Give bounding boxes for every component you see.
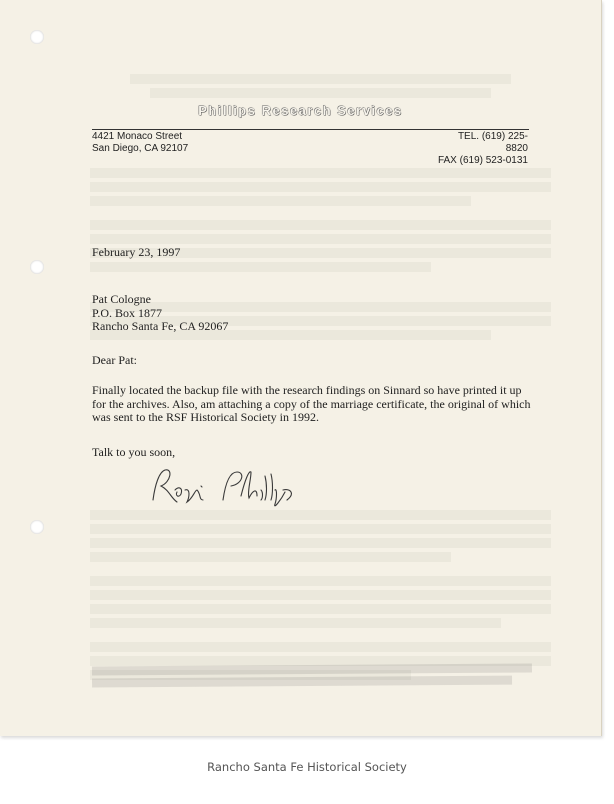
recipient-line: Rancho Santa Fe, CA 92067 xyxy=(92,319,229,333)
fax: FAX (619) 523-0131 xyxy=(437,155,528,166)
letter-date: February 23, 1997 xyxy=(92,245,181,259)
body-line: was sent to the RSF Historical Society in 1992. xyxy=(92,410,319,424)
company-address xyxy=(92,131,188,155)
salutation: Dear Pat: xyxy=(92,353,137,367)
company-name: Phillips Research Services xyxy=(198,103,403,118)
handwritten-signature xyxy=(145,460,300,512)
bleed-through-strikeout xyxy=(92,660,532,690)
city-line: San Diego, CA 92107 xyxy=(92,143,189,154)
body-line: Finally located the backup file with the research findings on Sinnard so have printed it up xyxy=(92,383,522,397)
recipient-address xyxy=(92,293,532,334)
company-contact xyxy=(436,131,528,167)
punch-hole xyxy=(30,520,44,534)
recipient-line: Pat Cologne xyxy=(92,292,151,306)
archive-footer: Rancho Santa Fe Historical Society xyxy=(207,760,407,774)
body-line: for the archives. Also, am attaching a copy of the marriage certificate, the original of which xyxy=(92,396,531,411)
punch-hole xyxy=(30,30,44,44)
closing: Talk to you soon, xyxy=(92,445,176,459)
telephone: TEL. (619) 225-8820 xyxy=(457,131,528,154)
recipient-line: P.O. Box 1877 xyxy=(92,305,163,320)
letter-body xyxy=(92,384,532,425)
letterhead-rule xyxy=(92,129,529,130)
punch-hole xyxy=(30,260,44,274)
street-line: 4421 Monaco Street xyxy=(92,131,183,142)
